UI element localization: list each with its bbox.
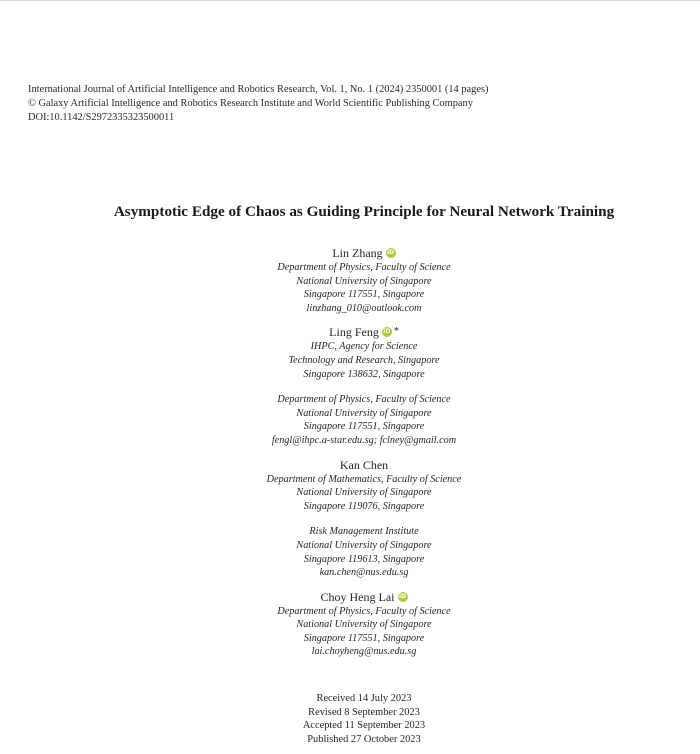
journal-header: [28, 83, 678, 125]
received-date: Received 14 July 2023: [316, 693, 412, 704]
affiliation-line: Department of Physics, Faculty of Science: [277, 605, 451, 617]
affiliation-line: Singapore 117551, Singapore: [303, 421, 425, 433]
paper-title: Asymptotic Edge of Chaos as Guiding Principle for Neural Network Training: [113, 203, 615, 220]
affiliation-line: Singapore 117551, Singapore: [303, 632, 425, 644]
publication-dates: [0, 692, 700, 746]
affiliation-line: National University of Singapore: [296, 407, 432, 419]
affiliation-line: National University of Singapore: [296, 275, 432, 287]
author-email: linzhang_010@outlook.com: [306, 302, 422, 314]
affiliation-line: Singapore 117551, Singapore: [303, 289, 425, 301]
orcid-icon[interactable]: iD: [398, 592, 407, 600]
author-name-ling-feng: Ling Feng iD *: [329, 325, 399, 340]
author-email: lai.choyheng@nus.edu.sg: [311, 646, 417, 658]
orcid-icon[interactable]: iD: [383, 328, 391, 336]
published-date: Published 27 October 2023: [307, 733, 421, 745]
orcid-icon[interactable]: iD: [387, 249, 395, 256]
author-email: fengl@ihpc.a-star.edu.sg; fclney@gmail.com: [271, 434, 457, 446]
affiliation-line: National University of Singapore: [296, 619, 432, 631]
affiliation-line: Department of Physics, Faculty of Science: [277, 394, 451, 406]
affiliation-line: National University of Singapore: [296, 487, 432, 499]
affiliation-line: Department of Physics, Faculty of Science: [277, 262, 451, 273]
author-name-kan-chen: Kan Chen: [339, 457, 389, 472]
copyright-line: © Galaxy Artificial Intelligence and Robotics Research Institute and World Scientific Publishing Company: [28, 98, 473, 109]
affiliation-line: Department of Mathematics, Faculty of Science: [266, 473, 462, 485]
affiliation-line: Risk Management Institute: [309, 526, 419, 538]
journal-citation: International Journal of Artificial Intelligence and Robotics Research, Vol. 1, No. 1 (2024) 2350001 (14 pages): [28, 84, 489, 95]
author-name-choy-heng-lai: Choy Heng Lai iD: [320, 589, 407, 604]
affiliation-line: Technology and Research, Singapore: [288, 354, 440, 366]
affiliation-line: National University of Singapore: [296, 539, 432, 551]
corresponding-author-marker: *: [393, 326, 399, 338]
author-block: [0, 245, 700, 659]
affiliation-line: Singapore 119613, Singapore: [303, 553, 425, 565]
affiliation-line: Singapore 138632, Singapore: [303, 368, 425, 380]
affiliation-line: IHPC, Agency for Science: [310, 341, 418, 353]
author-name-lin-zhang: Lin Zhang iD: [332, 246, 395, 260]
doi-line: DOI:10.1142/S2972335323500011: [28, 112, 175, 123]
author-email: kan.chen@nus.edu.sg: [319, 567, 409, 579]
revised-date: Revised 8 September 2023: [308, 706, 420, 718]
affiliation-line: Singapore 119076, Singapore: [303, 500, 425, 512]
accepted-date: Accepted 11 September 2023: [302, 720, 426, 732]
